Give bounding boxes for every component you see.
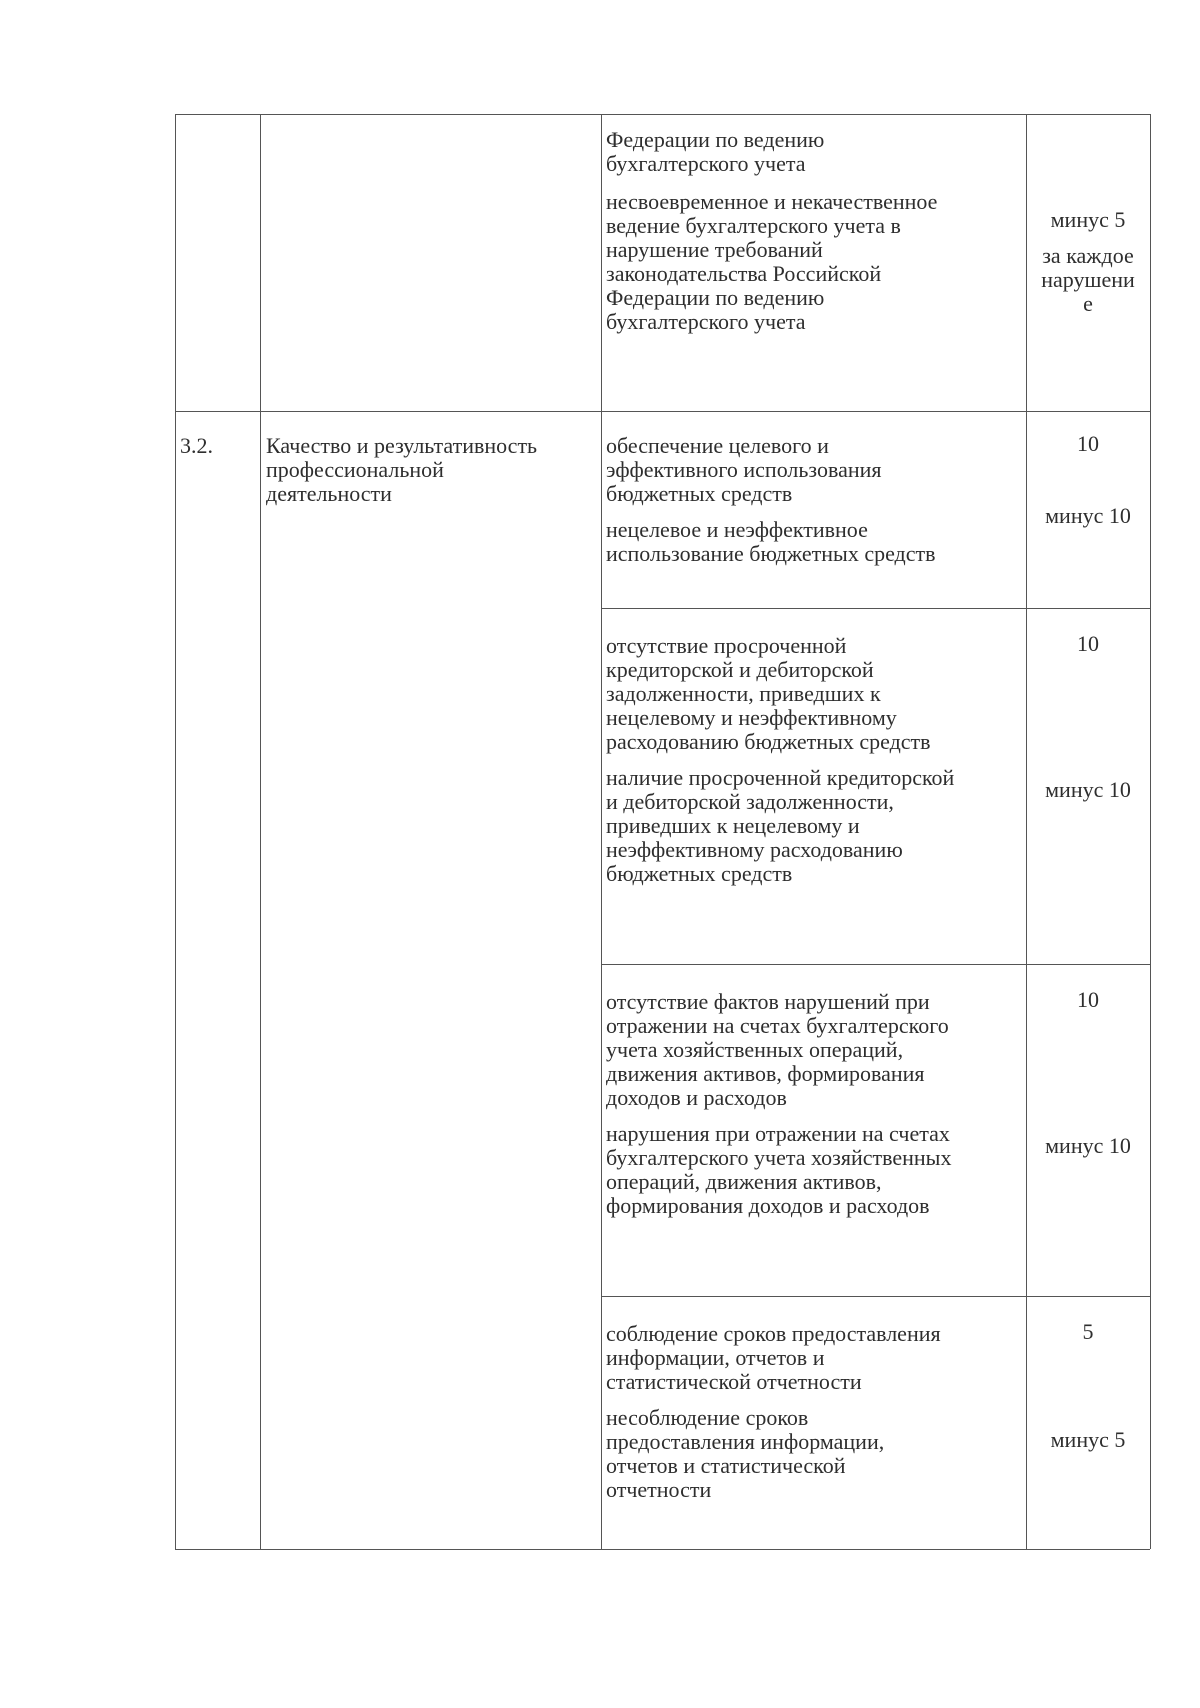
text-line: ведение бухгалтерского учета в [606, 213, 901, 238]
score-negative: минус 10 [1045, 503, 1131, 528]
text-line: обеспечение целевого и [606, 433, 829, 458]
text-line: бухгалтерского учета хозяйственных [606, 1145, 952, 1170]
table-bottom-border [175, 1549, 1150, 1550]
text-line: и дебиторской задолженности, [606, 789, 894, 814]
text-line: отчетности [606, 1477, 712, 1502]
text-line: Качество и результативность [266, 433, 538, 458]
text-line: нарушения при отражении на счетах [606, 1121, 950, 1146]
text-line: информации, отчетов и [606, 1345, 825, 1370]
column-divider [601, 114, 602, 1549]
text-line: предоставления информации, [606, 1429, 885, 1454]
score-value: минус 5 [1050, 207, 1126, 232]
table-top-border [175, 114, 1150, 115]
criterion-positive [606, 634, 931, 754]
criterion-negative [606, 766, 954, 886]
score-note: нарушени [1041, 267, 1135, 292]
text-line: Федерации по ведению [606, 127, 825, 152]
text-line: бюджетных средств [606, 861, 793, 886]
criterion-negative [606, 1406, 884, 1502]
text-line: использование бюджетных средств [606, 541, 936, 566]
text-line: соблюдение сроков предоставления [606, 1321, 941, 1346]
text-line: эффективного использования [606, 457, 882, 482]
text-line: приведших к нецелевому и [606, 813, 860, 838]
text-line: учета хозяйственных операций, [606, 1037, 904, 1062]
table-left-border [175, 114, 176, 1549]
text-line: отражении на счетах бухгалтерского [606, 1013, 949, 1038]
text-line: операций, движения активов, [606, 1169, 882, 1194]
text-line: формирования доходов и расходов [606, 1193, 930, 1218]
text-line: профессиональной [266, 457, 444, 482]
table-right-border [1150, 114, 1151, 1549]
criterion-positive [606, 434, 882, 506]
criterion-negative [606, 518, 936, 566]
text-line: кредиторской и дебиторской [606, 657, 874, 682]
score-positive: 10 [1077, 431, 1099, 456]
continuation-score [1028, 208, 1148, 316]
text-line: наличие просроченной кредиторской [606, 765, 955, 790]
text-line: бухгалтерского учета [606, 309, 806, 334]
text-line: несоблюдение сроков [606, 1405, 809, 1430]
text-line: нецелевое и неэффективное [606, 517, 868, 542]
score-negative: минус 5 [1050, 1427, 1126, 1452]
text-line: задолженности, приведших к [606, 681, 881, 706]
text-line: несвоевременное и некачественное [606, 189, 938, 214]
text-line: отсутствие просроченной [606, 633, 847, 658]
section-number: 3.2. [180, 433, 213, 458]
score-negative: минус 10 [1045, 777, 1131, 802]
score-positive: 10 [1077, 631, 1099, 656]
text-line: отчетов и статистической [606, 1453, 846, 1478]
text-line: нецелевому и неэффективному [606, 705, 897, 730]
row-divider [175, 411, 1150, 412]
row-divider [602, 964, 1150, 965]
criterion-positive [606, 990, 949, 1110]
score-negative: минус 10 [1045, 1133, 1131, 1158]
text-line: неэффективному расходованию [606, 837, 903, 862]
text-line: движения активов, формирования [606, 1061, 925, 1086]
text-line: Федерации по ведению [606, 285, 825, 310]
score-positive: 10 [1077, 987, 1099, 1012]
criterion-positive [606, 1322, 941, 1394]
text-line: расходованию бюджетных средств [606, 729, 931, 754]
text-line: бухгалтерского учета [606, 151, 806, 176]
section-name [266, 434, 537, 506]
score-positive: 5 [1082, 1319, 1094, 1344]
column-divider [260, 114, 261, 1549]
text-line: нарушение требований [606, 237, 823, 262]
row-divider [602, 1296, 1150, 1297]
criterion-negative [606, 1122, 951, 1218]
text-line: статистической отчетности [606, 1369, 862, 1394]
text-line: законодательства Российской [606, 261, 882, 286]
column-divider [1026, 114, 1027, 1549]
continuation-criteria [606, 128, 937, 334]
row-divider [602, 608, 1150, 609]
score-note: за каждое [1042, 243, 1134, 268]
text-line: отсутствие фактов нарушений при [606, 989, 930, 1014]
text-line: деятельности [266, 481, 392, 506]
score-note: е [1083, 291, 1093, 316]
text-line: бюджетных средств [606, 481, 793, 506]
text-line: доходов и расходов [606, 1085, 787, 1110]
